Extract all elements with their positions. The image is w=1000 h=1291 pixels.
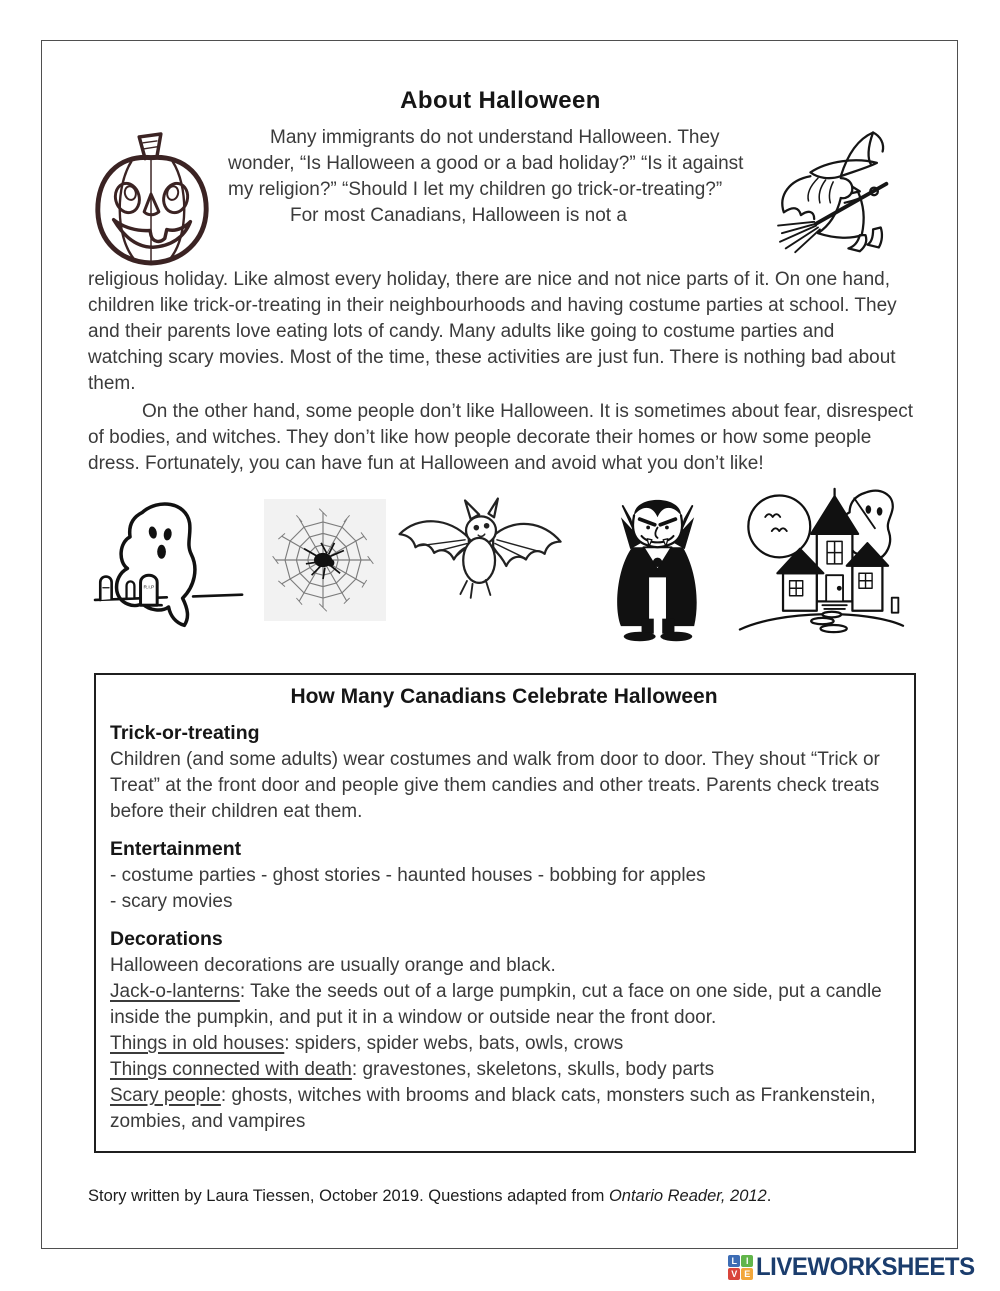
section-heading-entertainment: Entertainment <box>110 838 242 860</box>
worksheet-page <box>41 40 958 1249</box>
intro-paragraph-2-start: For most Canadians, Halloween is not a <box>290 205 627 226</box>
logo-cell-l: L <box>728 1255 740 1267</box>
entertainment-line-2: - scary movies <box>110 891 233 912</box>
ghost-image <box>88 493 250 629</box>
decoration-term: Jack-o-lanterns <box>110 981 240 1002</box>
decorations-intro: Halloween decorations are usually orange and black. <box>110 955 556 976</box>
vampire-image <box>604 487 714 647</box>
logo-cell-i: I <box>741 1255 753 1267</box>
liveworksheets-logo <box>728 1253 984 1282</box>
entertainment-line-1: - costume parties - ghost stories - haunted houses - bobbing for apples <box>110 865 706 886</box>
paragraph-2-rest: religious holiday. Like almost every holiday, there are nice and not nice parts of it. On one hand, children like trick-or-treating in their neighbourhoods and having costume parties at school. They and their parents love eating lots of candy. Many adults like going to costume parties and watching scary movies. Most of the time, these activities are just fun. There is nothing bad about them. <box>88 269 897 394</box>
credit-period: . <box>766 1187 772 1205</box>
section-heading-trick-or-treating: Trick-or-treating <box>110 722 260 744</box>
logo-cell-e: E <box>741 1268 753 1280</box>
story-credit <box>88 1187 913 1206</box>
paragraph-3: On the other hand, some people don’t like Halloween. It is sometimes about fear, disrespect of bodies, and witches. They don’t like how people decorate their homes or how some people dress. Fortunately, you can have fun at Halloween and avoid what you don’t like! <box>88 401 913 474</box>
info-box-title: How Many Canadians Celebrate Halloween <box>290 685 718 708</box>
section-heading-decorations: Decorations <box>110 928 223 950</box>
celebration-info-box <box>94 673 916 1153</box>
decoration-desc: : Take the seeds out of a large pumpkin, cut a face on one side, put a candle inside the pumpkin, and put it in a window or outside near the front door. <box>110 981 882 1028</box>
decoration-desc: : spiders, spider webs, bats, owls, crows <box>284 1033 624 1054</box>
intro-section <box>88 119 913 267</box>
intro-paragraphs <box>216 119 761 267</box>
rip-gravestone-label: R.I.P <box>143 585 155 591</box>
decoration-item-jack-o-lanterns <box>110 979 898 1031</box>
logo-cell-v: V <box>728 1268 740 1280</box>
decoration-item-scary-people <box>110 1083 898 1135</box>
credit-source: Ontario Reader, 2012 <box>608 1187 767 1205</box>
bat-image <box>392 493 572 610</box>
decoration-term: Scary people <box>110 1085 221 1106</box>
spider-web-image <box>264 499 386 621</box>
jack-o-lantern-image <box>88 129 216 267</box>
section-body-trick-or-treating: Children (and some adults) wear costumes and walk from door to door. They shout “Trick or Treat” at the front door and people give them candies and other treats. Parents check treats before their children eat them. <box>110 749 880 822</box>
decoration-item-old-houses <box>110 1031 898 1057</box>
halloween-images-row <box>88 487 913 643</box>
decoration-item-death <box>110 1057 898 1083</box>
credit-text: Story written by Laura Tiessen, October 2019. Questions adapted from <box>88 1187 609 1205</box>
decoration-term: Things in old houses <box>110 1033 285 1054</box>
liveworksheets-grid-icon <box>728 1255 753 1280</box>
witch-image <box>761 123 913 267</box>
page-title: About Halloween <box>400 87 601 114</box>
liveworksheets-wordmark: LIVEWORKSHEETS <box>756 1253 975 1281</box>
decoration-desc: : ghosts, witches with brooms and black cats, monsters such as Frankenstein, zombies, and vampires <box>110 1085 876 1132</box>
haunted-house-image <box>734 487 910 637</box>
intro-paragraph-1: Many immigrants do not understand Halloween. They wonder, “Is Halloween a good or a bad holiday?” “Is it against my religion?” “Should I let my children go trick-or-treating?” <box>228 127 744 200</box>
decoration-term: Things connected with death <box>110 1059 352 1080</box>
decoration-desc: : gravestones, skeletons, skulls, body parts <box>351 1059 715 1080</box>
